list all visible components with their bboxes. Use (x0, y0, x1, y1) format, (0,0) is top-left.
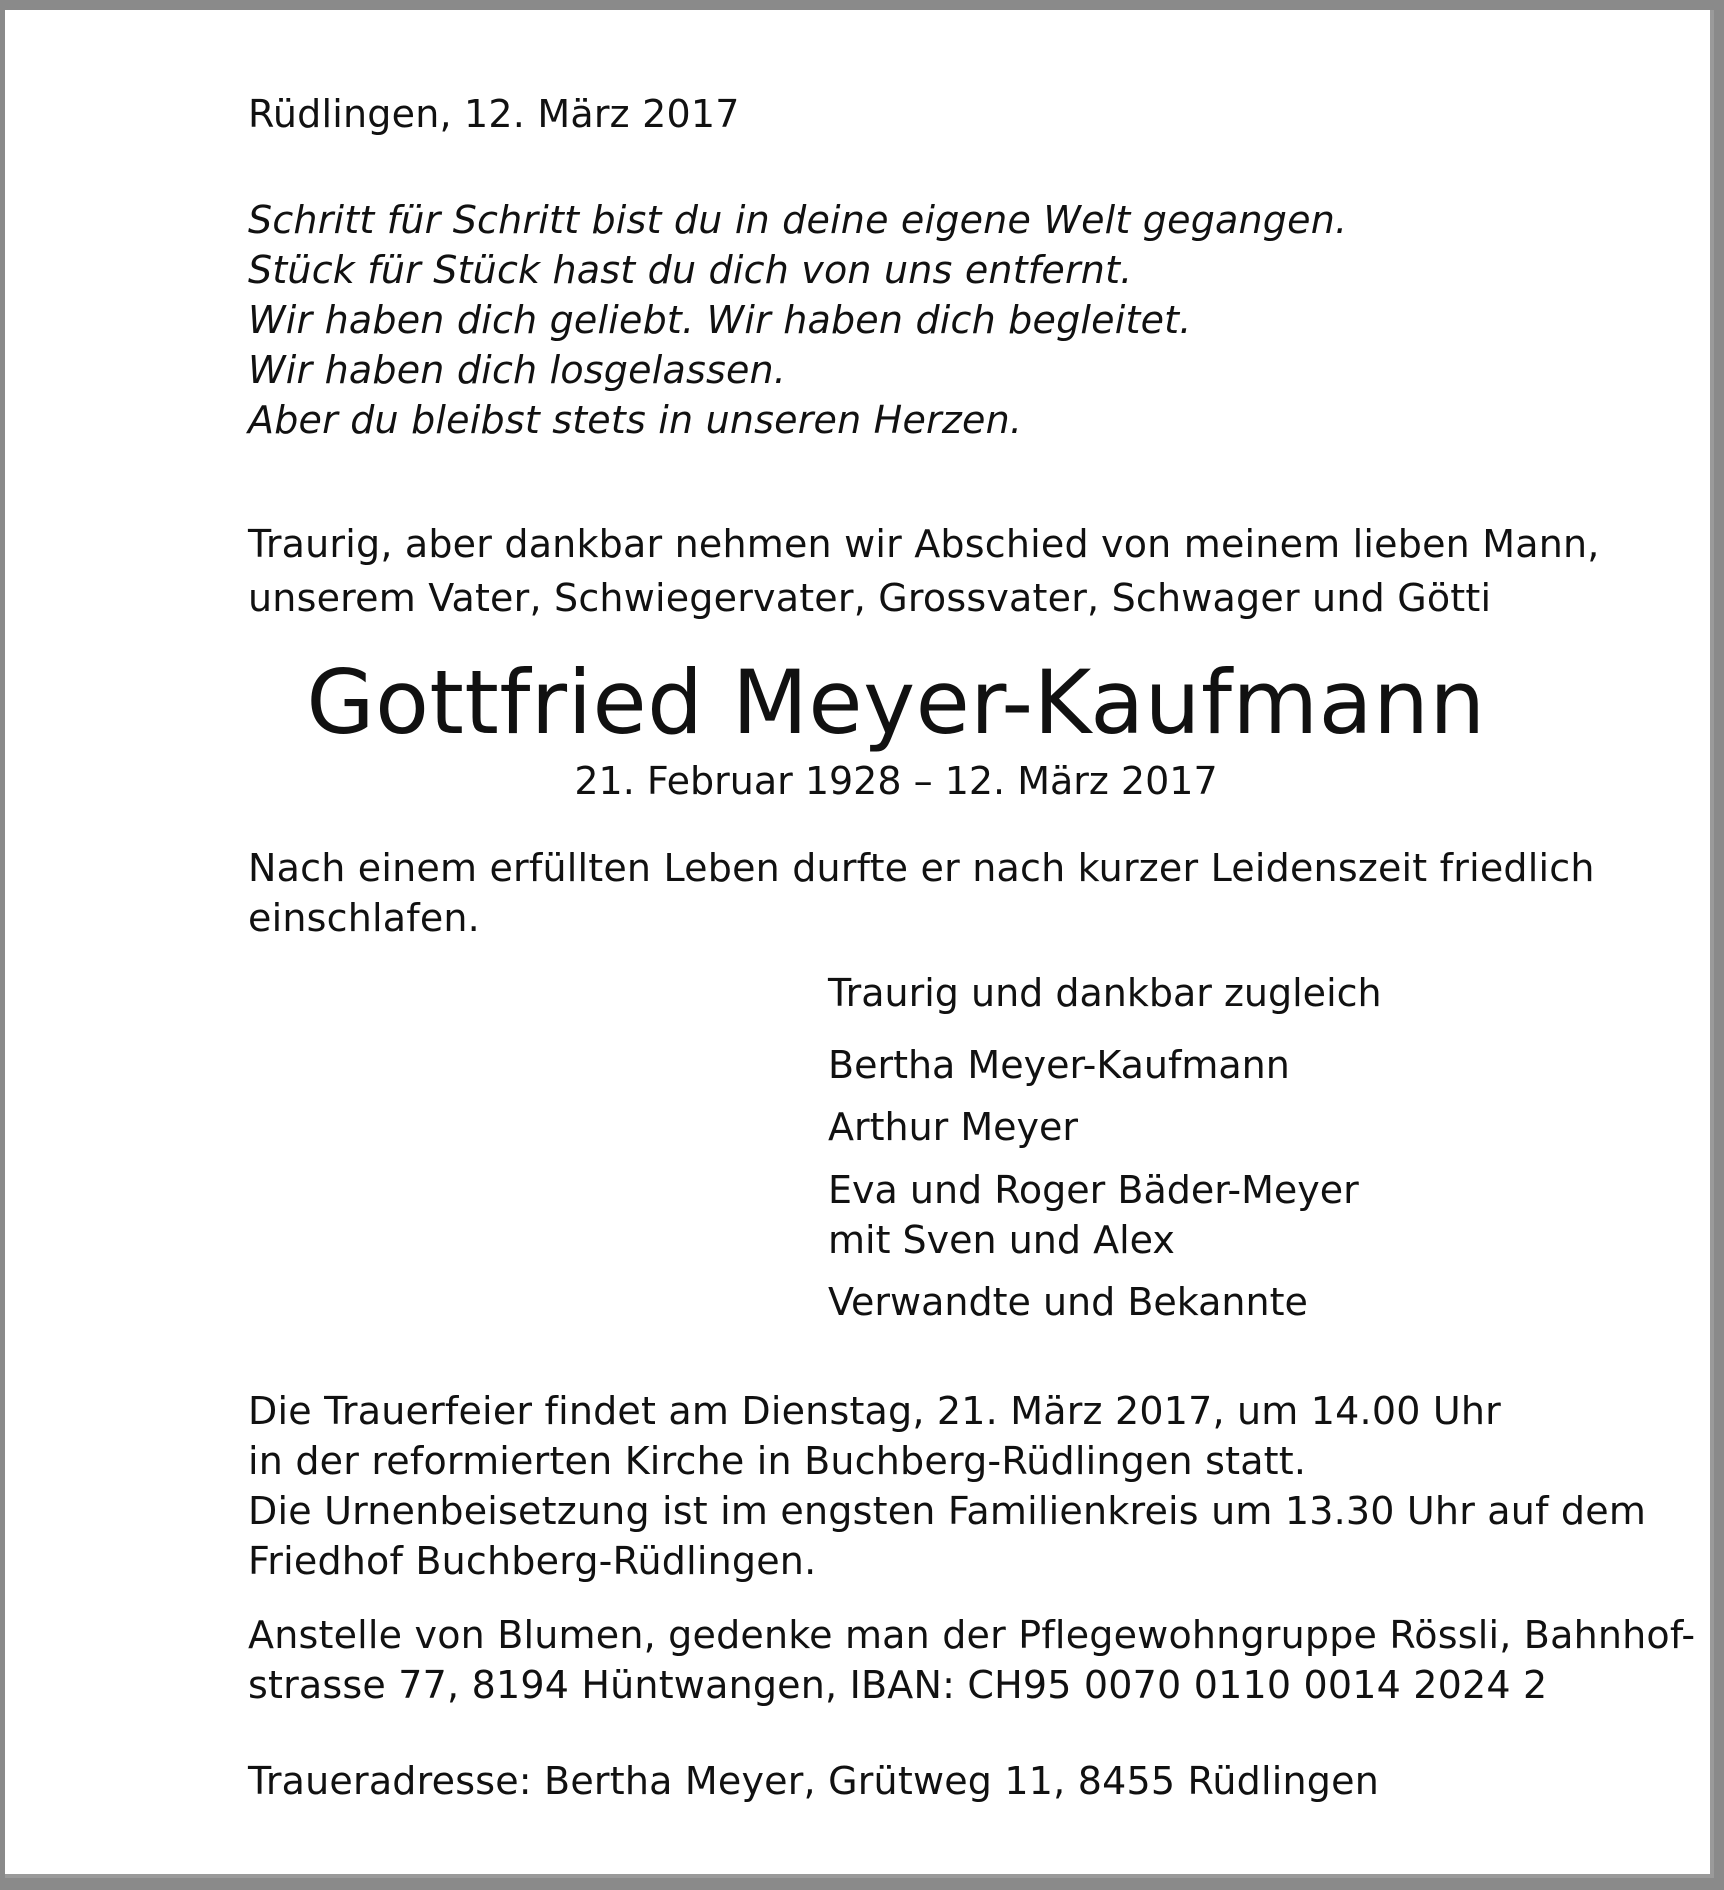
poem (248, 195, 1347, 445)
poem-line: Aber du bleibst stets in unseren Herzen. (248, 398, 1023, 442)
donation-line: Anstelle von Blumen, gedenke man der Pflegewohngruppe Rössli, Bahnhof- (248, 1613, 1696, 1657)
mourner-name: mit Sven und Alex (828, 1218, 1175, 1262)
deceased-name: Gottfried Meyer-Kaufmann (306, 651, 1486, 754)
mourner-name: Bertha Meyer-Kaufmann (828, 1043, 1290, 1087)
mourning-address: Traueradresse: Bertha Meyer, Grütweg 11, 8455 Rüdlingen (248, 1759, 1379, 1803)
life-line: einschlafen. (248, 896, 480, 940)
mourner-name: Arthur Meyer (828, 1105, 1079, 1149)
poem-line: Stück für Stück hast du dich von uns entfernt. (248, 248, 1133, 292)
mourner-name: Verwandte und Bekannte (828, 1280, 1308, 1324)
poem-line: Schritt für Schritt bist du in deine eigene Welt gegangen. (248, 198, 1348, 242)
ceremony-line: Die Trauerfeier findet am Dienstag, 21. März 2017, um 14.00 Uhr (248, 1389, 1501, 1433)
intro-line: Traurig, aber dankbar nehmen wir Abschied von meinem lieben Mann, (248, 522, 1600, 566)
donation-line: strasse 77, 8194 Hüntwangen, IBAN: CH95 0070 0110 0014 2024 2 (248, 1663, 1548, 1707)
life-line: Nach einem erfüllten Leben durfte er nach kurzer Leidenszeit friedlich (248, 846, 1595, 890)
ceremony-line: Die Urnenbeisetzung ist im engsten Familienkreis um 13.30 Uhr auf dem (248, 1489, 1647, 1533)
place-date: Rüdlingen, 12. März 2017 (248, 92, 740, 136)
ceremony-line: Friedhof Buchberg-Rüdlingen. (248, 1539, 817, 1583)
intro-line: unserem Vater, Schwiegervater, Grossvater, Schwager und Götti (248, 576, 1492, 620)
poem-line: Wir haben dich losgelassen. (248, 348, 787, 392)
life-dates: 21. Februar 1928 – 12. März 2017 (574, 759, 1218, 803)
ceremony-line: in der reformierten Kirche in Buchberg-Rüdlingen statt. (248, 1439, 1307, 1483)
poem-line: Wir haben dich geliebt. Wir haben dich begleitet. (248, 298, 1192, 342)
mourner-name: Eva und Roger Bäder-Meyer (828, 1168, 1359, 1212)
mourners-heading: Traurig und dankbar zugleich (828, 971, 1382, 1015)
